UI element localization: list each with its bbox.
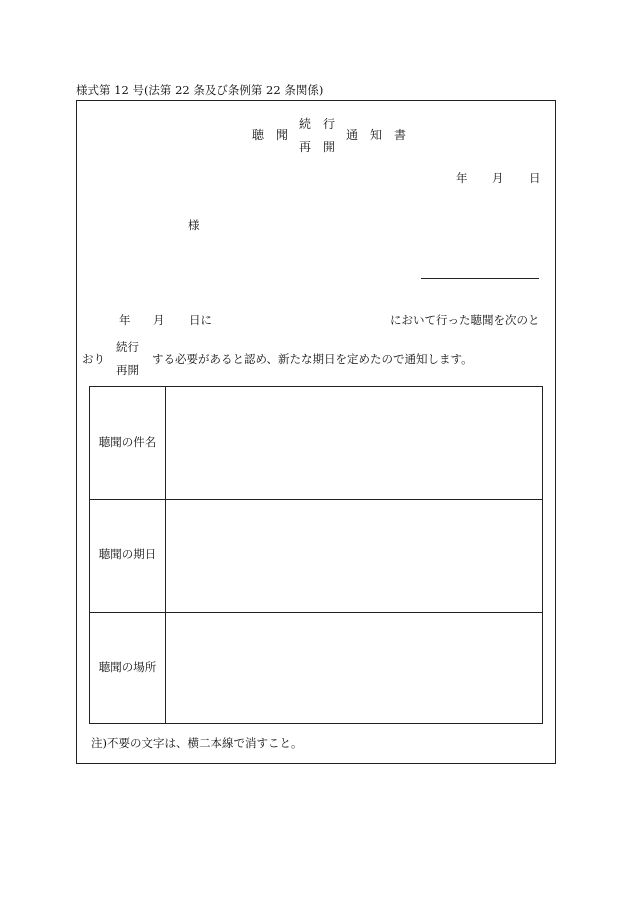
date-month: 月 [492,171,504,185]
row-value-date [166,500,542,612]
form-header: 様式第 12 号(法第 22 条及び条例第 22 条関係) [76,83,324,97]
body-line1-tail: において行った聴聞を次のと [390,313,540,327]
addressee-suffix: 様 [188,218,200,232]
body-line2-head: おり [82,352,105,366]
title-choice-lower: 再 開 [299,140,336,154]
row-label-subject: 聴聞の件名 [98,435,157,449]
date-year: 年 [456,171,468,185]
body-day: 日に [189,313,212,327]
row-label-date: 聴聞の期日 [98,547,157,561]
body-line2-tail: する必要があると認め、新たな期日を定めたので通知します。 [152,352,473,366]
row-value-place [166,613,542,724]
body-year: 年 [119,313,131,327]
sender-signature-line [421,278,539,279]
title-suffix: 通 知 書 [346,128,407,142]
body-month: 月 [153,313,165,327]
footnote: 注)不要の文字は、横二本線で消すこと。 [91,736,303,750]
body-choice-lower: 再開 [116,363,139,377]
title-choice-upper: 続 行 [299,117,336,131]
date-day: 日 [529,171,541,185]
body-choice-upper: 続行 [116,340,139,354]
row-label-place: 聴聞の場所 [98,660,157,674]
hearing-details-table [89,386,543,724]
row-value-subject [166,387,542,499]
title-prefix: 聴 聞 [252,128,289,142]
